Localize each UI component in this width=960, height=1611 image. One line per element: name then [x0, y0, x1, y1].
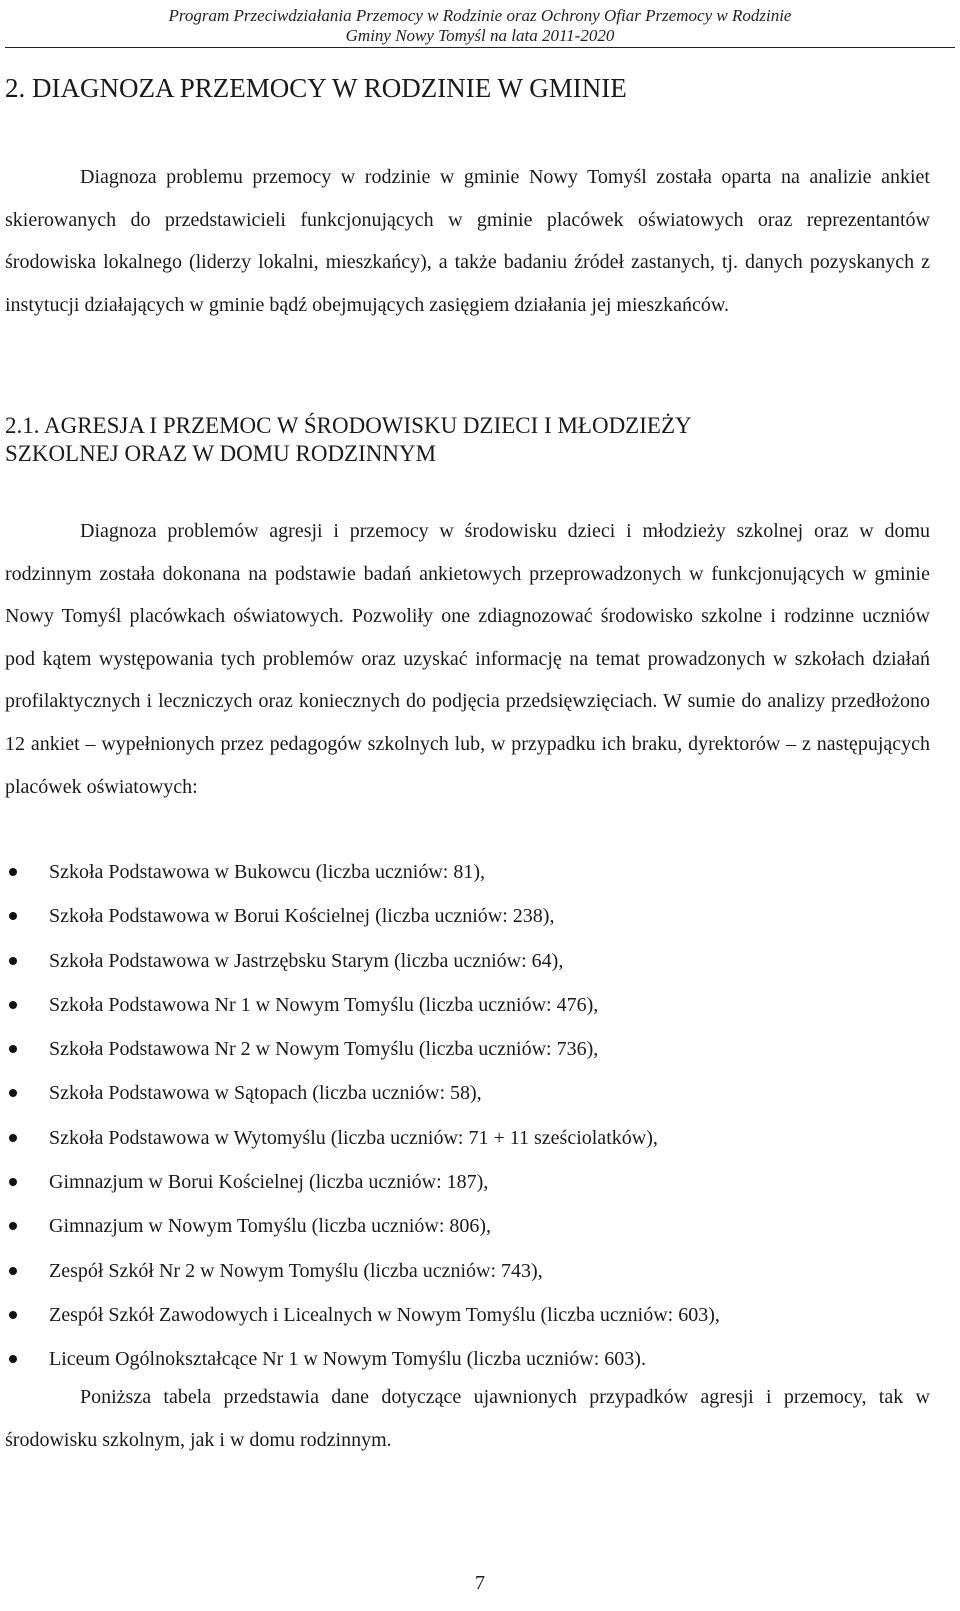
bullet-icon — [9, 1089, 17, 1097]
list-item — [5, 1204, 930, 1248]
list-item — [5, 850, 930, 894]
bullet-icon — [9, 912, 17, 920]
running-header — [0, 6, 960, 46]
bullet-icon — [9, 1045, 17, 1053]
school-name: Gimnazjum w Nowym Tomyślu (liczba uczniów: 806), — [49, 1215, 492, 1238]
list-item — [5, 1293, 930, 1337]
school-name: Szkoła Podstawowa w Wytomyślu (liczba uczniów: 71 + 11 sześciolatków), — [49, 1126, 658, 1149]
school-list — [5, 850, 930, 1382]
list-item — [5, 1337, 930, 1381]
list-item — [5, 1071, 930, 1115]
bullet-icon — [9, 957, 17, 965]
school-name: Szkoła Podstawowa w Bukowcu (liczba uczniów: 81), — [49, 861, 486, 883]
subsection-heading — [5, 412, 692, 468]
list-item — [5, 1160, 930, 1204]
bullet-icon — [9, 1267, 17, 1275]
school-name: Szkoła Podstawowa Nr 1 w Nowym Tomyślu (liczba uczniów: 476), — [49, 993, 599, 1016]
bullet-icon — [9, 1311, 17, 1319]
running-header-line-1: Program Przeciwdziałania Przemocy w Rodzinie oraz Ochrony Ofiar Przemocy w Rodzinie — [168, 6, 792, 25]
bullet-icon — [9, 868, 17, 876]
list-item — [5, 1116, 930, 1160]
list-item — [5, 983, 930, 1027]
bullet-icon — [9, 1134, 17, 1142]
list-item — [5, 939, 930, 983]
school-name: Szkoła Podstawowa Nr 2 w Nowym Tomyślu (liczba uczniów: 736), — [49, 1038, 599, 1061]
bullet-icon — [9, 1001, 17, 1009]
list-item — [5, 1249, 930, 1293]
school-name: Liceum Ogólnokształcące Nr 1 w Nowym Tomyślu (liczba uczniów: 603). — [49, 1348, 646, 1371]
bullet-icon — [9, 1178, 17, 1186]
intro-paragraph: Diagnoza problemu przemocy w rodzinie w gminie Nowy Tomyśl została oparta na analizie ankiet skierowanych do przedstawicieli funkcjonujących w gminie placówek oświatowych oraz reprezentantów środowiska lokalnego (liderzy lokalni, mieszkańcy), a także badaniu źródeł zastanych, tj. danych pozyskanych z instytucji działających w gminie bądź obejmujących zasięgiem działania jej mieszkańców. — [5, 166, 930, 316]
diagnosis-paragraph: Diagnoza problemów agresji i przemocy w środowisku dzieci i młodzieży szkolnej oraz w domu rodzinnym została dokonana na podstawie badań ankietowych przeprowadzonych w funkcjonujących w gminie Nowy Tomyśl placówkach oświatowych. Pozwoliły one zdiagnozować środowisko szkolne i rodzinne uczniów pod kątem występowania tych problemów oraz uzyskać informację na temat prowadzonych w szkołach działań profilaktycznych i leczniczych oraz koniecznych do podjęcia przedsięwzięciach. W sumie do analizy przedłożono 12 ankiet – wypełnionych przez pedagogów szkolnych lub, w przypadku ich braku, dyrektorów – z następujących placówek oświatowych: — [5, 520, 930, 798]
header-divider — [5, 47, 955, 48]
bullet-icon — [9, 1222, 17, 1230]
page-number: 7 — [475, 1572, 485, 1594]
school-name: Szkoła Podstawowa w Sątopach (liczba uczniów: 58), — [49, 1082, 482, 1105]
school-name: Gimnazjum w Borui Kościelnej (liczba uczniów: 187), — [49, 1171, 489, 1194]
school-name: Zespół Szkół Zawodowych i Licealnych w Nowym Tomyślu (liczba uczniów: 603), — [49, 1303, 720, 1326]
school-name: Zespół Szkół Nr 2 w Nowym Tomyślu (liczba uczniów: 743), — [49, 1259, 543, 1282]
section-heading: 2. DIAGNOZA PRZEMOCY W RODZINIE W GMINIE — [5, 73, 627, 103]
school-name: Szkoła Podstawowa w Jastrzębsku Starym (liczba uczniów: 64), — [49, 949, 564, 972]
school-name: Szkoła Podstawowa w Borui Kościelnej (liczba uczniów: 238), — [49, 905, 555, 928]
closing-paragraph: Poniższa tabela przedstawia dane dotyczące ujawnionych przypadków agresji i przemocy, tak w środowisku szkolnym, jak i w domu rodzinnym. — [5, 1386, 930, 1451]
list-item — [5, 1027, 930, 1071]
running-header-line-2: Gminy Nowy Tomyśl na lata 2011-2020 — [345, 26, 615, 45]
subsection-heading-line-1: 2.1. AGRESJA I PRZEMOC W ŚRODOWISKU DZIECI I MŁODZIEŻY — [5, 413, 692, 438]
list-item — [5, 894, 930, 938]
subsection-heading-line-2: SZKOLNEJ ORAZ W DOMU RODZINNYM — [5, 441, 437, 466]
bullet-icon — [9, 1355, 17, 1363]
